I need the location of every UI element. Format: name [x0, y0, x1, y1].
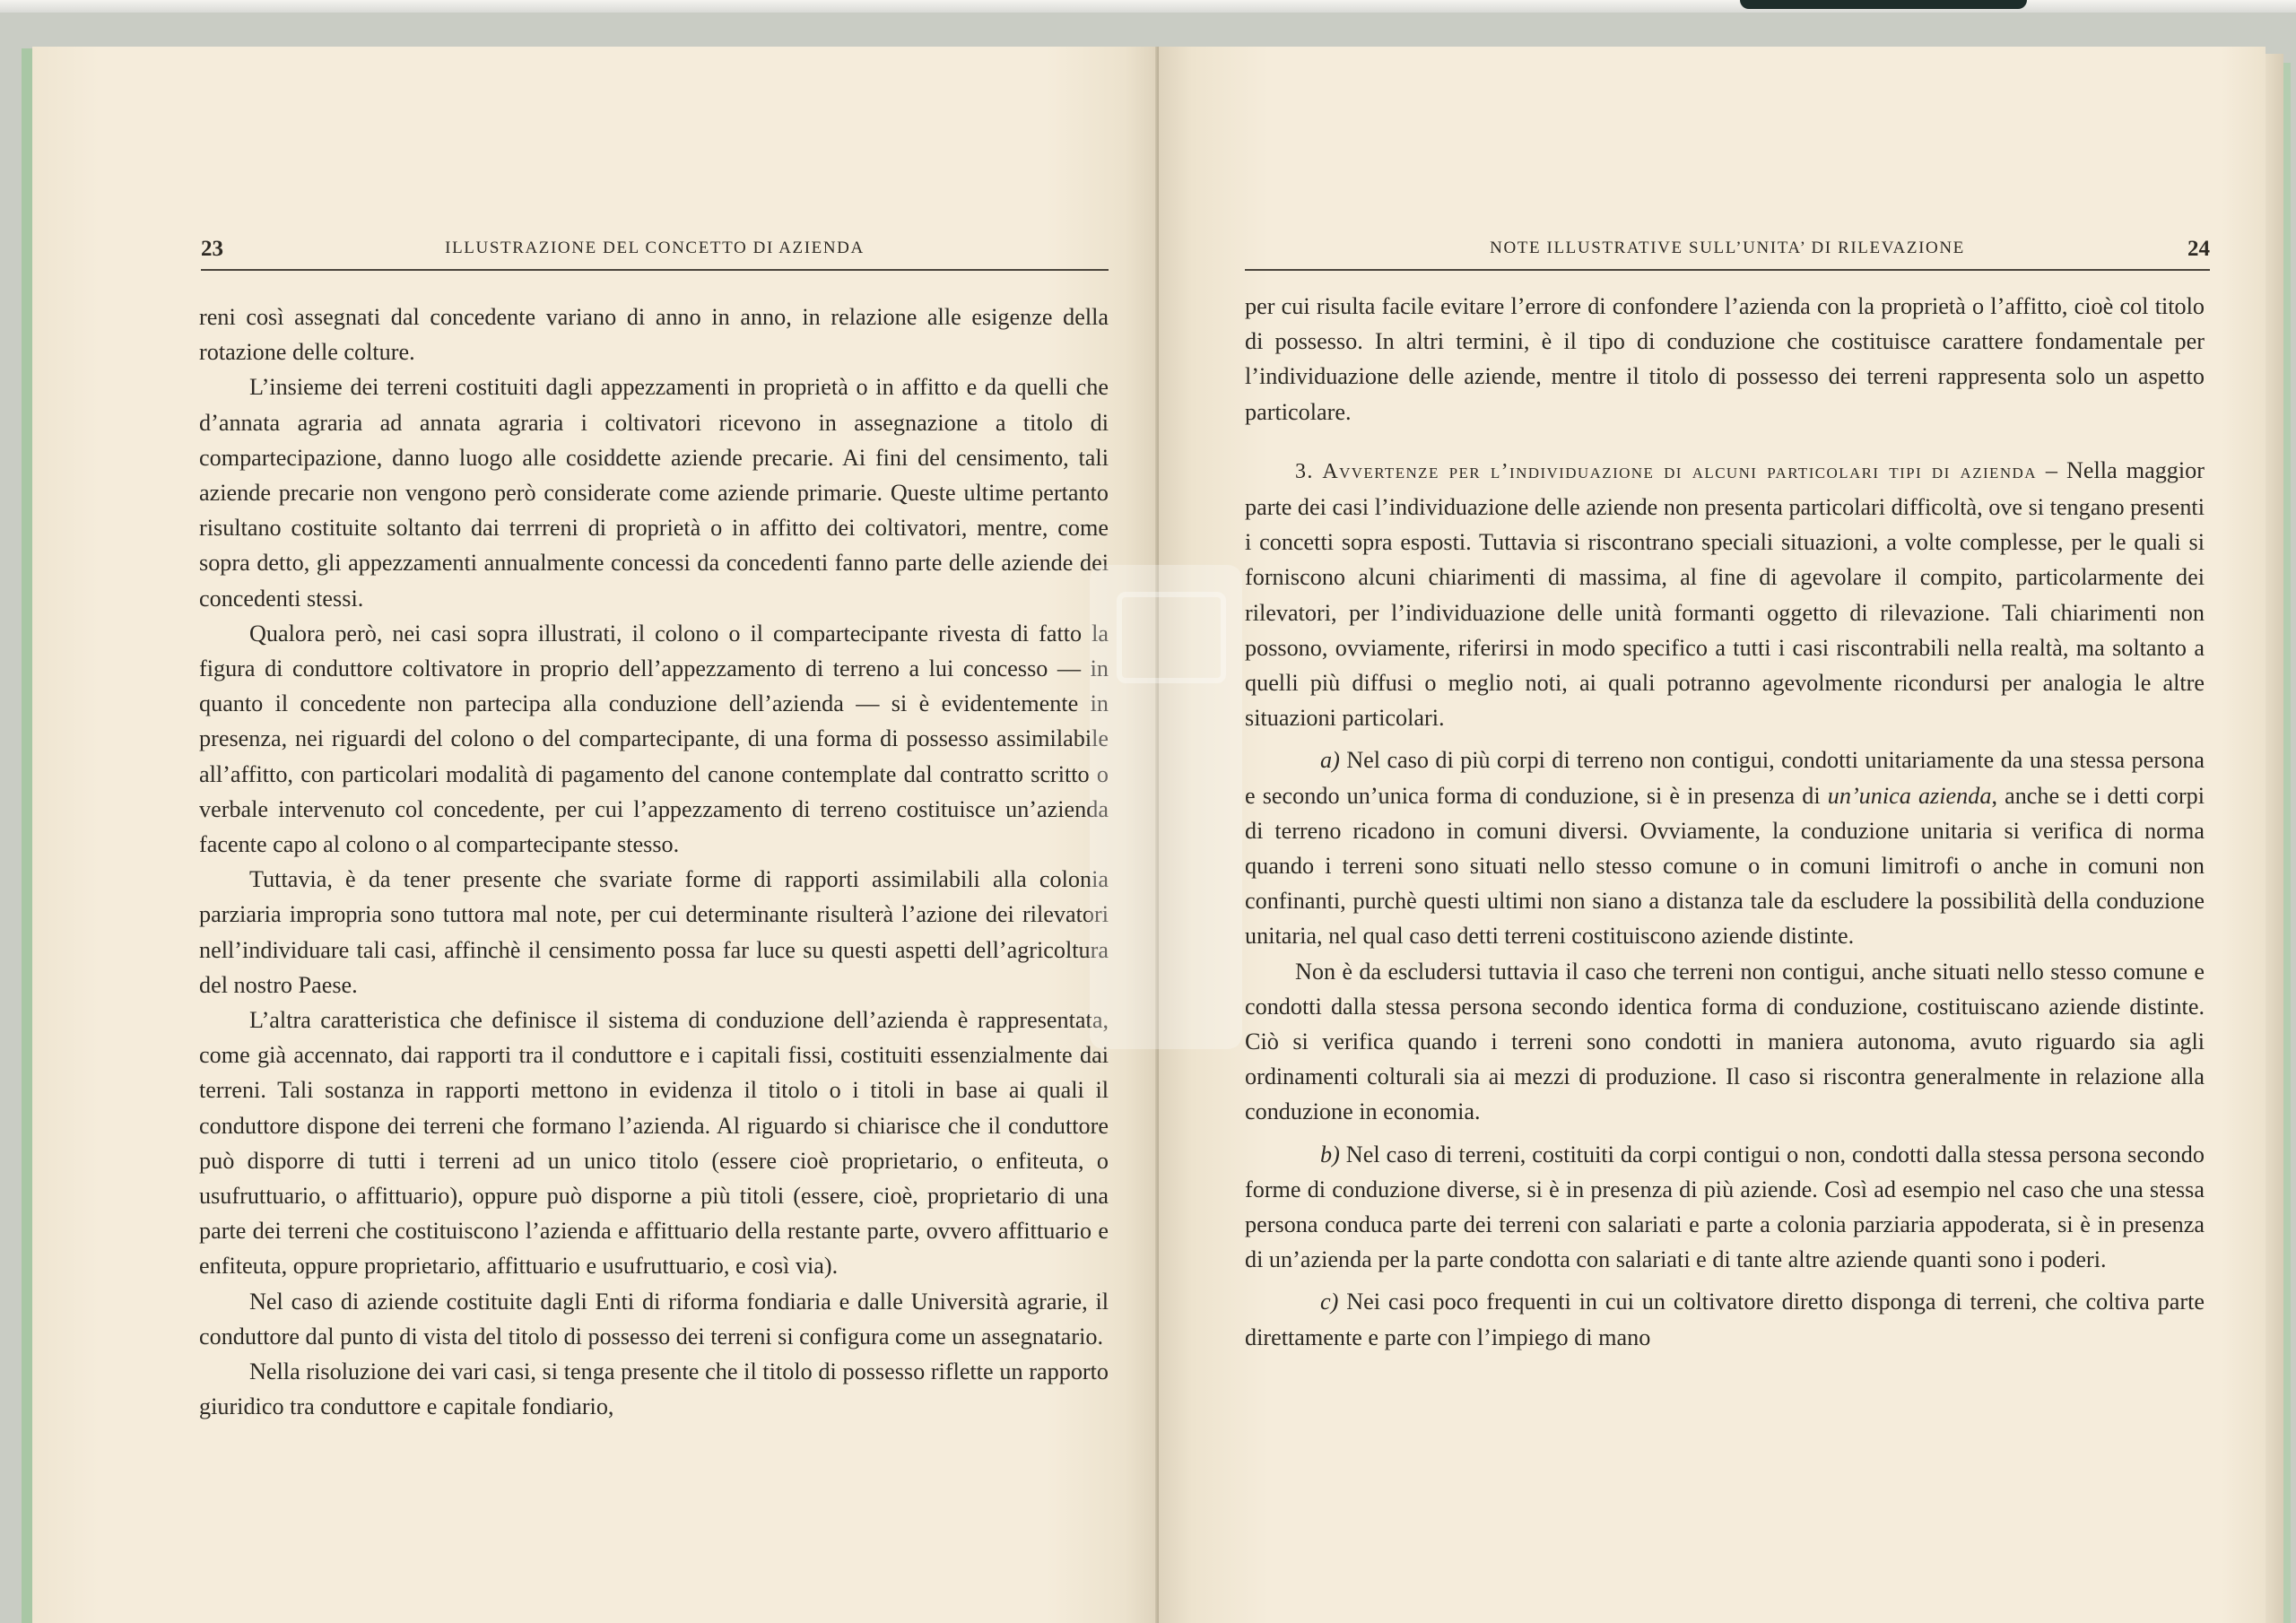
scanner-top-edge [0, 0, 2296, 13]
list-item-a [1245, 742, 2205, 953]
right-page-header [1245, 224, 2210, 271]
paragraph: reni così assegnati dal concedente variano di anno in anno, in relazione alle esigenze della rotazione delle colture. [199, 304, 1109, 366]
running-title: NOTE ILLUSTRATIVE SULL’UNITA’ DI RILEVAZIONE [1490, 239, 1965, 257]
book-cover-edge [1740, 0, 2027, 9]
list-item-c [1245, 1284, 2205, 1354]
right-page-text [1245, 289, 2205, 1355]
item-label: c) [1320, 1289, 1339, 1315]
page-number: 24 [2187, 237, 2210, 261]
watermark-frame [1117, 592, 1226, 683]
item-text: Nel caso di terreni, costituiti da corpi contigui o non, condotti dalla stessa persona secondo forme di conduzione diverse, si è in presenza di più aziende. Così ad esempio nel caso che una stessa persona conduca parte dei terreni con salariati e parte a colonia parziaria appoderata, si è in presenza di un’azienda per la parte condotta con salariati e di tante altre aziende quanti sono i poderi. [1245, 1141, 2205, 1273]
item-text: Nei casi poco frequenti in cui un coltivatore diretto disponga di terreni, che coltiva parte direttamente e parte con l’impiego di mano [1245, 1289, 2205, 1350]
emphasis-text: un’unica azienda [1827, 782, 1992, 809]
page-stack-edge [2266, 54, 2283, 1623]
left-page [32, 47, 1159, 1623]
item-text: , anche se i detti corpi di terreno ricadono in comuni diversi. Ovviamente, la conduzione unitaria si verifica di norma quando i terreni sono situati nello stesso comune o in comuni limitrofi o anche in comuni non confinanti, purchè questi ultimi non siano a distanza tale da escludere la possibilità della conduzione unitaria, nel qual caso detti terreni costituiscono aziende distinte. [1245, 782, 2205, 950]
left-page-header [201, 224, 1109, 271]
paragraph: per cui risulta facile evitare l’errore di confondere l’azienda con la proprietà o l’affitto, cioè col titolo di possesso. In altri termini, è il tipo di conduzione che costituisce carattere fondamentale per l’individuazione delle aziende, mentre il titolo di possesso dei terreni rappresenta solo un aspetto particolare. [1245, 293, 2205, 425]
item-label: a) [1320, 747, 1340, 774]
right-page [1159, 47, 2266, 1623]
paragraph: L’insieme dei terreni costituiti dagli appezzamenti in proprietà o in affitto e da quelli che d’annata agraria ad annata agraria i coltivatori ricevono in assegnazione a titolo di compartecipazione, danno luogo alle cosiddette aziende precarie. Ai fini del censimento, tali aziende precarie non vengono però considerate come aziende primarie. Queste ultime pertanto risultano costituite soltanto dai terrreni di proprietà o in affitto dei coltivatori, mentre, come sopra detto, gli appezzamenti annualmente concessi da concedenti fanno parte delle aziende dei concedenti stessi. [199, 374, 1109, 612]
running-title: ILLUSTRAZIONE DEL CONCETTO DI AZIENDA [445, 239, 865, 257]
paragraph: Nella risoluzione dei vari casi, si tenga presente che il titolo di possesso riflette un rapporto giuridico tra conduttore e capitale fondiario, [199, 1358, 1109, 1420]
section-text: – Nella maggior parte dei casi l’individuazione delle aziende non presenta particolari difficoltà, ove si tengano presenti i concetti sopra esposti. Tuttavia si riscontrano speciali situazioni, a volte complesse, per le quali si forniscono alcuni chiarimenti di massima, al fine di agevolare il compito, particolarmente dei rilevatori, per l’individuazione delle unità formanti oggetto di rilevazione. Tali chiarimenti non possono, ovviamente, riferirsi in modo specifico a tutti i casi riscontrabili nella realtà, ma soltanto a quelli più diffusi o meglio noti, ai quali potranno agevolmente ricondursi per analogia le altre situazioni particolari. [1245, 456, 2205, 732]
paragraph: Tuttavia, è da tener presente che svariate forme di rapporti assimilabili alla colonia parziaria impropria sono tuttora mal note, per cui determinante risulterà l’azione dei rilevatori nell’individuare tali casi, affinchè il censimento possa far luce su questi aspetti dell’agricoltura del nostro Paese. [199, 866, 1109, 998]
book-cover-right-edge [2283, 63, 2291, 1623]
left-page-text [199, 299, 1109, 1425]
section-paragraph [1245, 453, 2205, 736]
item-text: Nel caso di più corpi di terreno non contigui, condotti unitariamente da una stessa persona e secondo un’unica forma di conduzione, si è in presenza di [1245, 747, 2205, 809]
paragraph: Non è da escludersi tuttavia il caso che terreni non contigui, anche situati nello stesso comune e condotti dalla stessa persona secondo identica forma di conduzione, costituiscano aziende distinte. Ciò si verifica quando i terreni sono condotti in maniera autonoma, avuto riguardo sia agli ordinamenti colturali sia ai mezzi di produzione. Il caso si riscontra generalmente in relazione alla conduzione in economia. [1245, 958, 2205, 1125]
paragraph: Qualora però, nei casi sopra illustrati, il colono o il compartecipante rivesta di fatto la figura di conduttore coltivatore in proprio dell’appezzamento di terreno a lui concesso — in quanto il concedente non partecipa alla conduzione dell’azienda — si è evidentemente in presenza, nei riguardi del colono o del compartecipante, di una forma di possesso assimilabile all’affitto, con particolari modalità di pagamento del canone contemplate dal contratto scritto o verbale intervenuto col concedente, per cui l’appezzamento di terreno costituisce un’azienda facente capo al colono o al compartecipante stesso. [199, 620, 1109, 858]
paragraph: L’altra caratteristica che definisce il sistema di conduzione dell’azienda è rappresentata, come già accennato, dai rapporti tra il conduttore e i capitali fissi, costituiti essenzialmente dai terreni. Tali sostanza in rapporti mettono in evidenza il titolo o i titoli in base ai quali il conduttore dispone dei terreni che formano l’azienda. Al riguardo si chiarisce che il conduttore può disporre di tutti i terreni ad un unico titolo (essere cioè proprietario, o enfiteuta, o usufruttuario, o affittuario), oppure può disporne a più titoli (essere, cioè, proprietario di una parte dei terreni che costituiscono l’azienda e affittuario della restante parte, ovvero affittuario e enfiteuta, oppure proprietario, affittuario e usufruttuario, e così via). [199, 1007, 1109, 1280]
list-item-b [1245, 1137, 2205, 1278]
section-heading: 3. Avvertenze per l’individuazione di alcuni particolari tipi di azienda [1295, 459, 2037, 483]
page-number: 23 [201, 237, 223, 261]
item-label: b) [1320, 1141, 1340, 1167]
paragraph: Nel caso di aziende costituite dagli Enti di riforma fondiaria e dalle Università agrarie, il conduttore dal punto di vista del titolo di possesso dei terreni si configura come un assegnatario. [199, 1288, 1109, 1350]
